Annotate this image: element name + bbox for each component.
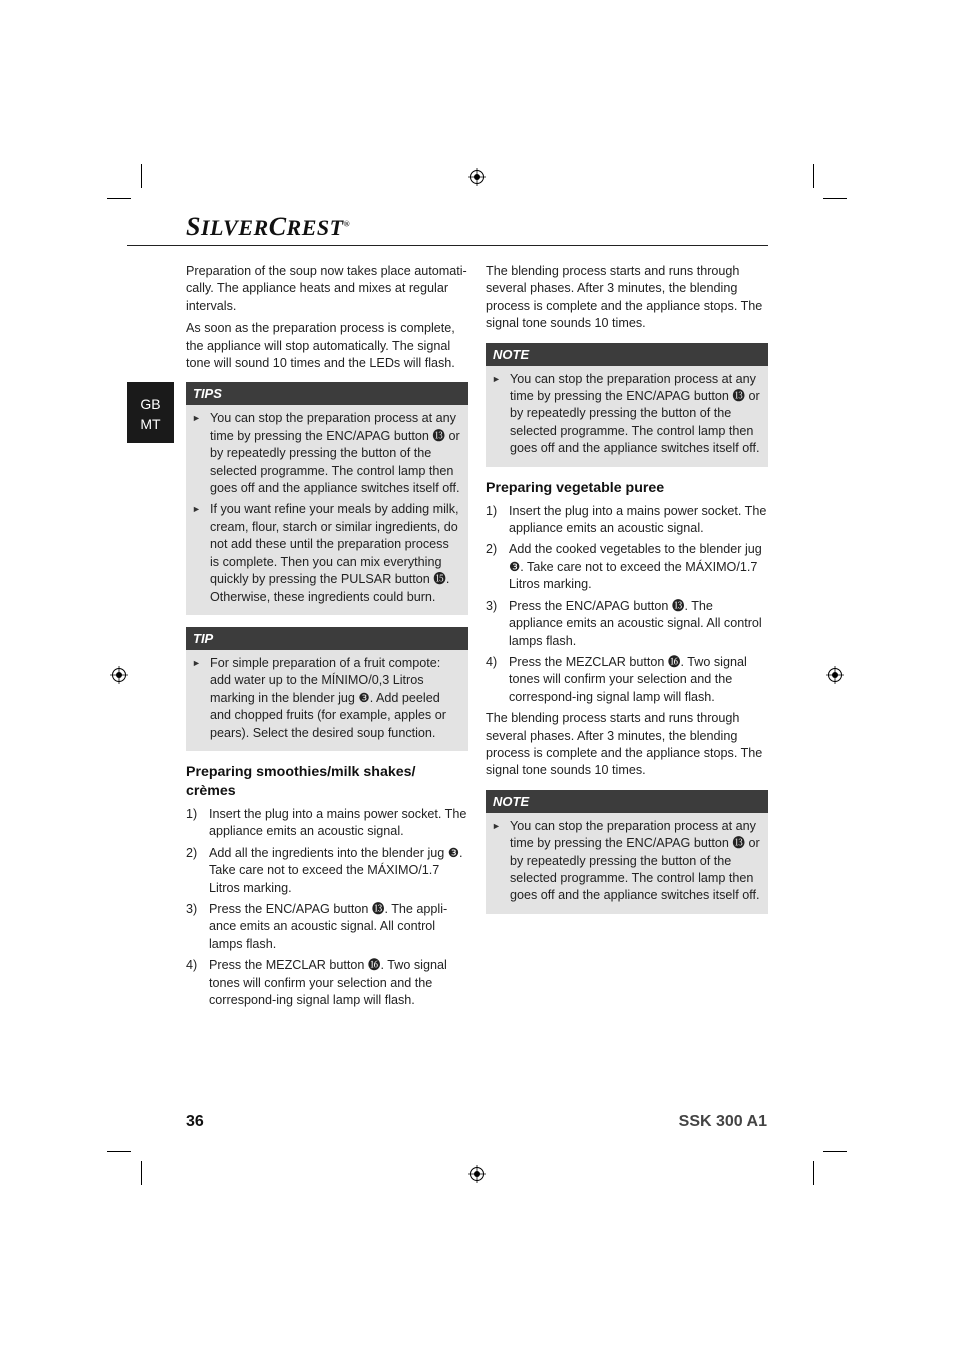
step-number: 2) (186, 845, 198, 860)
registration-mark-icon (468, 168, 486, 186)
language-code-mt: MT (140, 416, 161, 432)
step-number: 1) (186, 806, 198, 821)
step-text: Press the MEZCLAR button ⓰. Two signal tones will confirm your selection and the correspond-ing signal lamp will flash. (209, 958, 447, 1007)
step-item (486, 503, 768, 538)
triangle-right-icon: ► (492, 373, 501, 384)
tip-title: TIP (186, 627, 468, 650)
triangle-right-icon: ► (192, 504, 201, 515)
tips-box (186, 382, 468, 614)
step-text: Insert the plug into a mains power socket. The appliance emits an acoustic signal. (209, 806, 467, 839)
tip-item (192, 655, 460, 742)
tips-item (192, 501, 460, 605)
step-text: Press the MEZCLAR button ⓰. Two signal tones will confirm your selection and the correspond-ing signal lamp will flash. (509, 654, 747, 704)
note-title: NOTE (486, 343, 768, 366)
language-code-gb: GB (140, 396, 161, 412)
step-number: 1) (486, 503, 498, 518)
step-item (486, 541, 768, 593)
brand-logo: SILVERCREST® (186, 212, 351, 241)
blending-paragraph: The blending process starts and runs through several phases. After 3 minutes, the blending process is complete and the appliance stops. The signal tone sounds 10 times. (486, 264, 763, 331)
model-number: SSK 300 A1 (678, 1113, 767, 1130)
language-tab (127, 382, 174, 443)
left-column (186, 263, 468, 1013)
crop-mark (813, 1161, 814, 1185)
step-number: 3) (486, 598, 498, 613)
crop-mark (813, 164, 814, 188)
blending-paragraph: The blending process starts and runs through several phases. After 3 minutes, the blending process is complete and the appliance stops. The signal tone sounds 10 times. (486, 711, 763, 778)
note-item (492, 818, 760, 905)
step-text: Press the ENC/APAG button ⓭. The appliance emits an acoustic signal. All control lamps flash. (509, 598, 762, 648)
header-rule (127, 245, 768, 246)
section-heading-smoothies: Preparing smoothies/milk shakes/ crèmes (186, 763, 416, 799)
triangle-right-icon: ► (192, 657, 201, 668)
crop-mark (107, 1151, 131, 1152)
crop-mark (823, 1151, 847, 1152)
tips-item-text: You can stop the preparation process at any time by pressing the ENC/APAG button ⓭ or by repeatedly pressing the button of the selected programme. The control lamp then goes off and the appliance switches itself off. (210, 411, 460, 496)
step-item (186, 957, 468, 1009)
crop-mark (141, 1161, 142, 1185)
tip-box (186, 627, 468, 751)
step-item (486, 654, 768, 706)
intro-paragraph: As soon as the preparation process is complete, the appliance will stop automatically. The signal tone will sound 10 times and the LEDs will flash. (186, 321, 455, 371)
registration-mark-icon (110, 666, 128, 684)
triangle-right-icon: ► (192, 413, 201, 424)
page-number: 36 (186, 1113, 204, 1130)
note-item-text: You can stop the preparation process at any time by pressing the ENC/APAG button ⓭ or by repeatedly pressing the button of the selected programme. The control lamp then goes off and the appliance switches itself off. (510, 818, 760, 903)
intro-paragraph: Preparation of the soup now takes place automati-cally. The appliance heats and mixes at regular intervals. (186, 264, 467, 313)
step-number: 4) (486, 654, 498, 669)
crop-mark (141, 164, 142, 188)
note-item-text: You can stop the preparation process at any time by pressing the ENC/APAG button ⓭ or by repeatedly pressing the button of the selected programme. The control lamp then goes off and the appliance switches itself off. (510, 371, 760, 456)
step-item (186, 806, 468, 841)
tips-item-text: If you want refine your meals by adding milk, cream, flour, starch or similar ingredients, do not add these until the preparation process is complete. Then you can mix everything quickly by pressing the PULSAR button ⓯. Otherwise, these ingredients could burn. (210, 502, 459, 604)
note-title: NOTE (486, 790, 768, 813)
tips-title: TIPS (186, 382, 468, 405)
step-item (486, 598, 768, 650)
step-item (186, 845, 468, 897)
tip-item-text: For simple preparation of a fruit compote: add water up to the MÍNIMO/0,3 Litros marking in the blender jug ❸. Add peeled and chopped fruits (for example, apples or pears). Select the desired soup function. (210, 655, 446, 740)
step-number: 2) (486, 542, 498, 557)
note-box (486, 343, 768, 467)
crop-mark (823, 198, 847, 199)
crop-mark (107, 198, 131, 199)
registration-mark-icon (468, 1165, 486, 1183)
note-box (486, 790, 768, 914)
step-text: Add all the ingredients into the blender jug ❸. Take care not to exceed the MÁXIMO/1.7 Litros marking. (209, 845, 463, 895)
step-number: 3) (186, 901, 198, 916)
step-item (186, 901, 468, 953)
step-text: Add the cooked vegetables to the blender jug ❸. Take care not to exceed the MÁXIMO/1.7 Litros marking. (509, 542, 762, 592)
step-text: Press the ENC/APAG button ⓭. The appli-ance emits an acoustic signal. All control lamps flash. (209, 901, 448, 951)
note-item (492, 371, 760, 458)
registration-mark-icon (826, 666, 844, 684)
step-text: Insert the plug into a mains power socket. The appliance emits an acoustic signal. (509, 503, 767, 536)
step-number: 4) (186, 958, 198, 973)
triangle-right-icon: ► (492, 820, 501, 831)
section-heading-puree: Preparing vegetable puree (486, 479, 665, 496)
right-column (486, 263, 768, 926)
tips-item (192, 410, 460, 497)
